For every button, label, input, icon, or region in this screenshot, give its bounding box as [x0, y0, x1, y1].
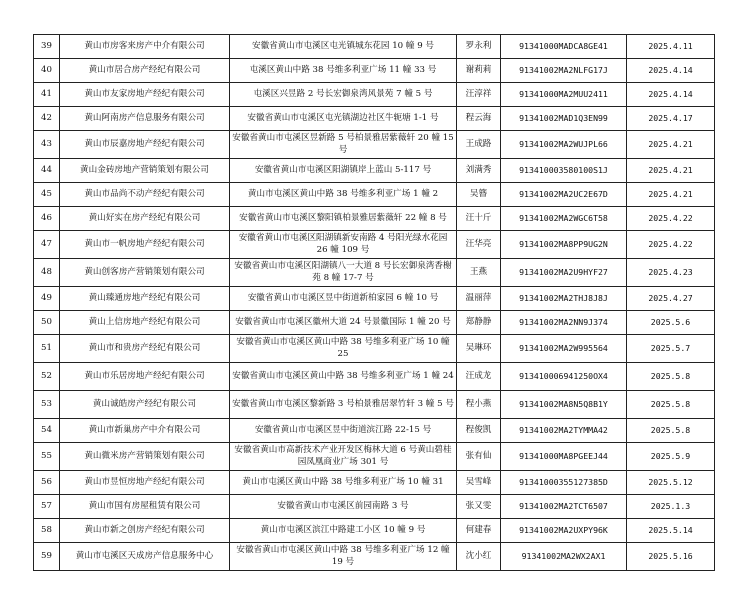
- row-number: 53: [34, 391, 60, 419]
- legal-person: 温丽萍: [457, 287, 501, 311]
- company-address: 黄山市屯溪区滨江中路建工小区 10 幢 9 号: [230, 519, 457, 543]
- company-address: 黄山市屯溪区黄山中路 38 号维多利亚广场 10 幢 31: [230, 471, 457, 495]
- credit-code: 91341002MA2U9HYF27: [501, 259, 627, 287]
- record-date: 2025.4.14: [627, 59, 715, 83]
- table-row: [34, 131, 715, 159]
- row-number: 58: [34, 519, 60, 543]
- record-date: 2025.5.12: [627, 471, 715, 495]
- record-date: 2025.1.3: [627, 495, 715, 519]
- company-address: 黄山市屯溪区黄山中路 38 号维多利亚广场 1 幢 2: [230, 183, 457, 207]
- company-name: 黄山市屯溪区天成房产信息服务中心: [60, 543, 230, 571]
- legal-person: 吴簪: [457, 183, 501, 207]
- row-number: 50: [34, 311, 60, 335]
- company-address: 安徽省黄山市屯溪区黎阳镇柏景雅居紫薇轩 22 幢 8 号: [230, 207, 457, 231]
- record-date: 2025.5.6: [627, 311, 715, 335]
- company-name: 黄山市辰嘉房地产经纪有限公司: [60, 131, 230, 159]
- company-address: 安徽省黄山市屯溪区黄山中路 38 号维多利亚广场 1 幢 24: [230, 363, 457, 391]
- credit-code: 91341002MA2TCT6507: [501, 495, 627, 519]
- table-row: [34, 443, 715, 471]
- company-name: 黄山市乐居房地产经纪有限公司: [60, 363, 230, 391]
- credit-code: 91341002MA2UC2E67D: [501, 183, 627, 207]
- table-row: [34, 83, 715, 107]
- legal-person: 汪十斤: [457, 207, 501, 231]
- table-row: [34, 59, 715, 83]
- credit-code: 91341002MA2TYMMA42: [501, 419, 627, 443]
- credit-code: 91341002MA2W995564: [501, 335, 627, 363]
- legal-person: 张有仙: [457, 443, 501, 471]
- company-name: 黄山市房客来房产中介有限公司: [60, 35, 230, 59]
- row-number: 47: [34, 231, 60, 259]
- row-number: 40: [34, 59, 60, 83]
- table-body: [34, 35, 715, 571]
- company-name: 黄山微米房产营销策划有限公司: [60, 443, 230, 471]
- company-address: 安徽省黄山市高新技术产业开发区梅林大道 6 号黄山碧桂园凤凰商业广场 301 号: [230, 443, 457, 471]
- company-name: 黄山诚皓房产经纪有限公司: [60, 391, 230, 419]
- company-name: 黄山阿南房产信息服务有限公司: [60, 107, 230, 131]
- credit-code: 91341002MA2NLFG17J: [501, 59, 627, 83]
- legal-person: 罗永利: [457, 35, 501, 59]
- record-date: 2025.5.9: [627, 443, 715, 471]
- company-address: 安徽省黄山市屯溪区阳湖镇岸上蓝山 5-117 号: [230, 159, 457, 183]
- company-address: 安徽省黄山市屯溪区黎新路 3 号柏景雅居翠竹轩 3 幢 5 号: [230, 391, 457, 419]
- record-date: 2025.4.17: [627, 107, 715, 131]
- credit-code: 91341002MA2THJ8J8J: [501, 287, 627, 311]
- credit-code: 91341000MADCA8GE41: [501, 35, 627, 59]
- record-date: 2025.5.8: [627, 363, 715, 391]
- row-number: 57: [34, 495, 60, 519]
- table-row: [34, 107, 715, 131]
- record-date: 2025.4.14: [627, 83, 715, 107]
- row-number: 45: [34, 183, 60, 207]
- table-row: [34, 419, 715, 443]
- registry-table: [33, 34, 715, 571]
- record-date: 2025.5.8: [627, 419, 715, 443]
- credit-code: 913410006941250OX4: [501, 363, 627, 391]
- company-name: 黄山市和贵房产经纪有限公司: [60, 335, 230, 363]
- table-row: [34, 207, 715, 231]
- table-row: [34, 519, 715, 543]
- row-number: 48: [34, 259, 60, 287]
- legal-person: 程云海: [457, 107, 501, 131]
- credit-code: 91341000355127385D: [501, 471, 627, 495]
- legal-person: 沈小红: [457, 543, 501, 571]
- credit-code: 91341002MA2UXPY96K: [501, 519, 627, 543]
- record-date: 2025.5.14: [627, 519, 715, 543]
- company-name: 黄山市新巢房产中介有限公司: [60, 419, 230, 443]
- company-address: 安徽省黄山市屯溪区昱中街道滨江路 22-15 号: [230, 419, 457, 443]
- credit-code: 91341002MA2WX2AX1: [501, 543, 627, 571]
- table-row: [34, 183, 715, 207]
- record-date: 2025.4.11: [627, 35, 715, 59]
- record-date: 2025.4.21: [627, 159, 715, 183]
- company-name: 黄山上信房地产经纪有限公司: [60, 311, 230, 335]
- legal-person: 郑静静: [457, 311, 501, 335]
- credit-code: 91341002MAD1Q3EN99: [501, 107, 627, 131]
- company-name: 黄山好实在房产经纪有限公司: [60, 207, 230, 231]
- record-date: 2025.4.22: [627, 231, 715, 259]
- record-date: 2025.5.7: [627, 335, 715, 363]
- company-name: 黄山金砖房地产营销策划有限公司: [60, 159, 230, 183]
- row-number: 56: [34, 471, 60, 495]
- legal-person: 汪华亮: [457, 231, 501, 259]
- legal-person: 吴琳环: [457, 335, 501, 363]
- credit-code: 91341000MA8PGEEJ44: [501, 443, 627, 471]
- row-number: 44: [34, 159, 60, 183]
- table-row: [34, 159, 715, 183]
- row-number: 39: [34, 35, 60, 59]
- company-name: 黄山市昱恒房地产经纪有限公司: [60, 471, 230, 495]
- table-row: [34, 495, 715, 519]
- legal-person: 王成路: [457, 131, 501, 159]
- credit-code: 913410003580100S1J: [501, 159, 627, 183]
- legal-person: 汪成龙: [457, 363, 501, 391]
- company-address: 安徽省黄山市屯溪区黄山中路 38 号维多利亚广场 10 幢 25: [230, 335, 457, 363]
- row-number: 43: [34, 131, 60, 159]
- record-date: 2025.4.27: [627, 287, 715, 311]
- company-address: 安徽省黄山市屯溪区黄山中路 38 号维多利亚广场 12 幢 19 号: [230, 543, 457, 571]
- record-date: 2025.4.22: [627, 207, 715, 231]
- company-name: 黄山市国有房屋租赁有限公司: [60, 495, 230, 519]
- company-name: 黄山市新之创房产经纪有限公司: [60, 519, 230, 543]
- row-number: 51: [34, 335, 60, 363]
- row-number: 41: [34, 83, 60, 107]
- company-address: 安徽省黄山市屯溪区阳湖镇八一大道 8 号长宏御泉湾香榭苑 8 幢 17-7 号: [230, 259, 457, 287]
- company-address: 安徽省黄山市屯溪区屯光镇城东花园 10 幢 9 号: [230, 35, 457, 59]
- credit-code: 91341002MA8N5Q8B1Y: [501, 391, 627, 419]
- legal-person: 吴雪峰: [457, 471, 501, 495]
- record-date: 2025.5.8: [627, 391, 715, 419]
- company-name: 黄山市一帆房地产经纪有限公司: [60, 231, 230, 259]
- table-row: [34, 471, 715, 495]
- company-address: 安徽省黄山市屯溪区昱新路 5 号柏景雅居紫薇轩 20 幢 15 号: [230, 131, 457, 159]
- legal-person: 程小燕: [457, 391, 501, 419]
- credit-code: 91341000MA2MUU2411: [501, 83, 627, 107]
- credit-code: 91341002MA2WGC6T58: [501, 207, 627, 231]
- table-row: [34, 259, 715, 287]
- credit-code: 91341002MA8PP9UG2N: [501, 231, 627, 259]
- credit-code: 91341002MA2WUJPL66: [501, 131, 627, 159]
- table-row: [34, 363, 715, 391]
- legal-person: 程俊凯: [457, 419, 501, 443]
- table-row: [34, 543, 715, 571]
- company-address: 安徽省黄山市屯溪区阳湖镇新安南路 4 号阳光绿水花园 26 幢 109 号: [230, 231, 457, 259]
- company-address: 屯溪区黄山中路 38 号维多利亚广场 11 幢 33 号: [230, 59, 457, 83]
- row-number: 52: [34, 363, 60, 391]
- company-address: 安徽省黄山市屯溪区前园南路 3 号: [230, 495, 457, 519]
- legal-person: 何建春: [457, 519, 501, 543]
- company-address: 安徽省黄山市屯溪区徽州大道 24 号景徽国际 1 幢 20 号: [230, 311, 457, 335]
- table-row: [34, 231, 715, 259]
- legal-person: 张又雯: [457, 495, 501, 519]
- company-address: 屯溪区兴昱路 2 号长宏御泉湾风景苑 7 幢 5 号: [230, 83, 457, 107]
- legal-person: 汪淳祥: [457, 83, 501, 107]
- row-number: 46: [34, 207, 60, 231]
- company-name: 黄山臻通房地产经纪有限公司: [60, 287, 230, 311]
- record-date: 2025.4.23: [627, 259, 715, 287]
- row-number: 42: [34, 107, 60, 131]
- table-row: [34, 311, 715, 335]
- legal-person: 谢莉莉: [457, 59, 501, 83]
- table-row: [34, 287, 715, 311]
- table-row: [34, 35, 715, 59]
- legal-person: 王燕: [457, 259, 501, 287]
- company-address: 安徽省黄山市屯溪区屯光镇湖边社区牛轭塘 1-1 号: [230, 107, 457, 131]
- legal-person: 刘满秀: [457, 159, 501, 183]
- record-date: 2025.4.21: [627, 131, 715, 159]
- table-row: [34, 391, 715, 419]
- record-date: 2025.5.16: [627, 543, 715, 571]
- row-number: 54: [34, 419, 60, 443]
- table-row: [34, 335, 715, 363]
- company-name: 黄山市友家房地产经纪有限公司: [60, 83, 230, 107]
- company-address: 安徽省黄山市屯溪区昱中街道新柏家园 6 幢 10 号: [230, 287, 457, 311]
- row-number: 55: [34, 443, 60, 471]
- credit-code: 91341002MA2NN9J374: [501, 311, 627, 335]
- company-name: 黄山创客房产营销策划有限公司: [60, 259, 230, 287]
- record-date: 2025.4.21: [627, 183, 715, 207]
- row-number: 49: [34, 287, 60, 311]
- company-name: 黄山市居合房产经纪有限公司: [60, 59, 230, 83]
- company-name: 黄山市品尚不动产经纪有限公司: [60, 183, 230, 207]
- row-number: 59: [34, 543, 60, 571]
